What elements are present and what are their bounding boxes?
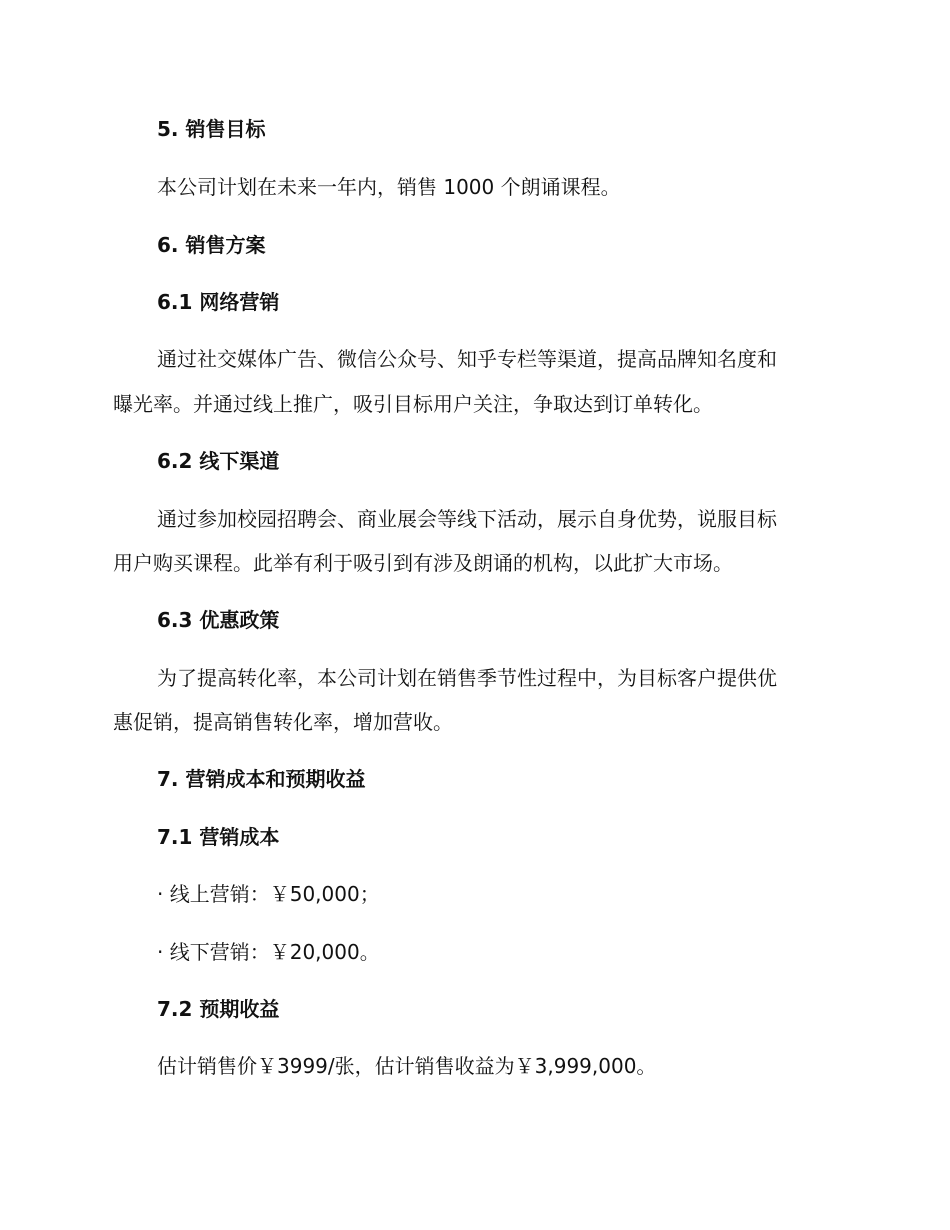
section-6-heading: 6. 销售方案 <box>157 233 266 257</box>
cost-item-online: · 线上营销：￥50,000； <box>157 882 380 906</box>
section-6-2-heading: 6.2 线下渠道 <box>157 449 280 473</box>
section-5-heading: 5. 销售目标 <box>157 117 266 141</box>
section-6-2-text-line1: 通过参加校园招聘会、商业展会等线下活动，展示自身优势，说服目标 <box>157 507 777 531</box>
section-6-2-text-line2: 用户购买课程。此举有利于吸引到有涉及朗诵的机构，以此扩大市场。 <box>113 551 733 575</box>
section-6-1-text-line1: 通过社交媒体广告、微信公众号、知乎专栏等渠道，提高品牌知名度和 <box>157 347 777 371</box>
cost-item-offline: · 线下营销：￥20,000。 <box>157 940 380 964</box>
section-7-heading: 7. 营销成本和预期收益 <box>157 767 366 791</box>
section-6-3-heading: 6.3 优惠政策 <box>157 608 280 632</box>
section-6-3-text-line1: 为了提高转化率，本公司计划在销售季节性过程中，为目标客户提供优 <box>157 666 777 690</box>
section-5-text: 本公司计划在未来一年内，销售 1000 个朗诵课程。 <box>157 175 621 199</box>
section-6-1-text-line2: 曝光率。并通过线上推广，吸引目标用户关注，争取达到订单转化。 <box>113 392 713 416</box>
section-7-1-heading: 7.1 营销成本 <box>157 825 280 849</box>
section-7-2-heading: 7.2 预期收益 <box>157 997 280 1021</box>
section-6-3-text-line2: 惠促销，提高销售转化率，增加营收。 <box>113 710 453 734</box>
section-6-1-heading: 6.1 网络营销 <box>157 290 280 314</box>
section-7-2-text: 估计销售价￥3999/张，估计销售收益为￥3,999,000。 <box>157 1054 657 1078</box>
